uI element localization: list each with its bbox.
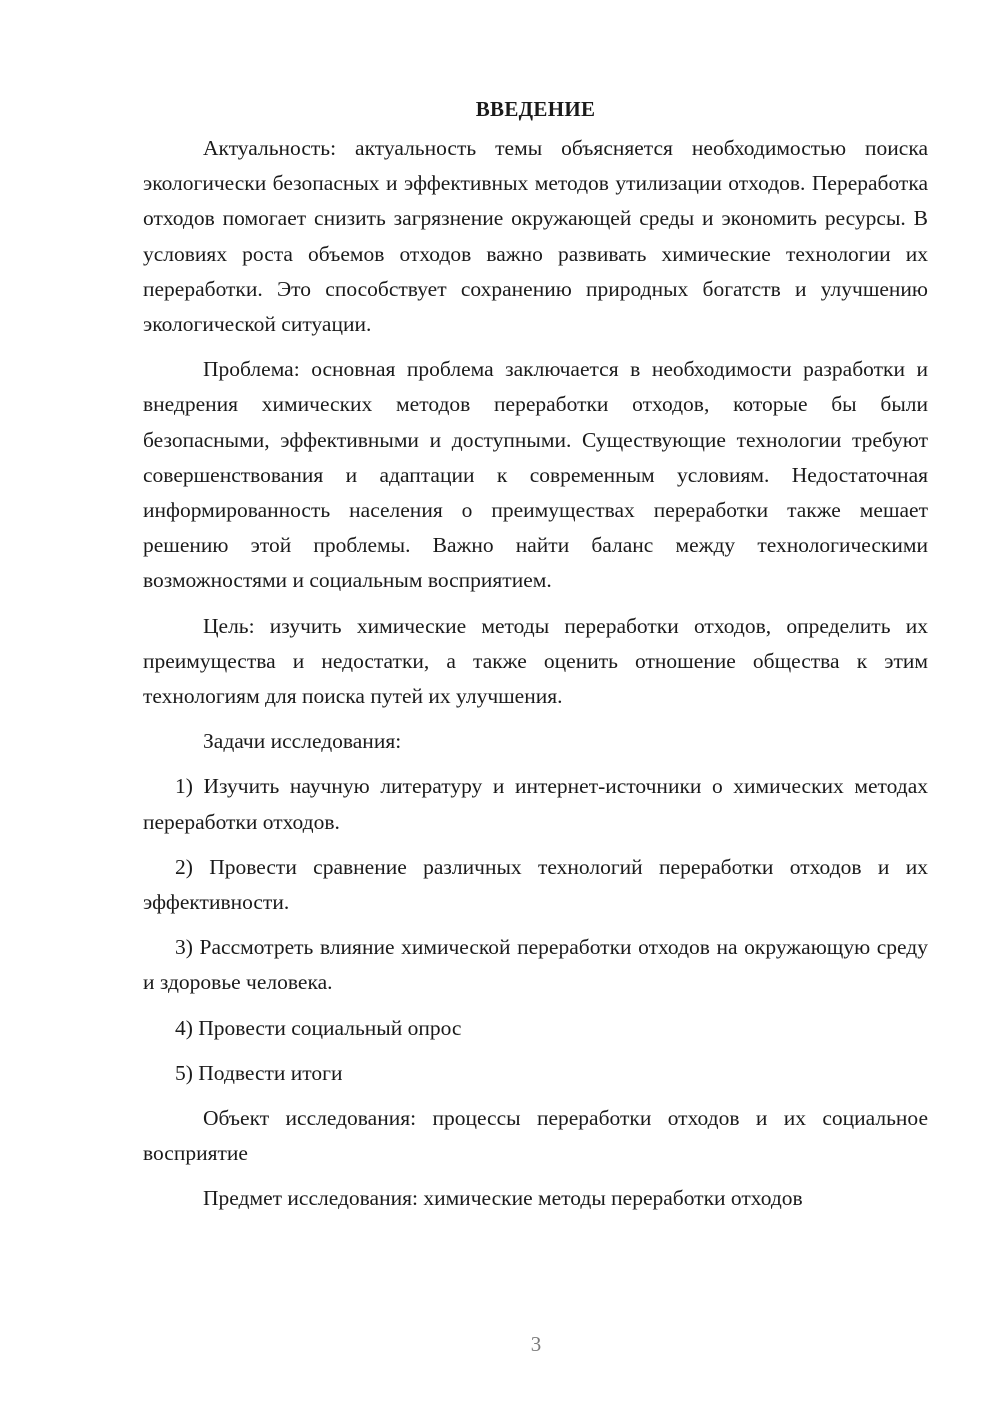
relevance-paragraph: Актуальность: актуальность темы объясняется необходимостью поиска экологически безопасных и эффективных методов утилизации отходов. Переработка отходов помогает снизить загрязнение окружающей среды и экономить ресурсы. В условиях роста объемов отходов важно развивать химические технологии их переработки. Это способствует сохранению природных богатств и улучшению экологической ситуации.	[143, 136, 928, 337]
task-item-5: 5) Подвести итоги	[175, 1060, 343, 1085]
document-page	[143, 92, 928, 1227]
goal-paragraph: Цель: изучить химические методы переработки отходов, определить их преимущества и недостатки, а также оценить отношение общества к этим технологиям для поиска путей их улучшения.	[143, 613, 928, 709]
object-paragraph: Объект исследования: процессы переработки отходов и их социальное восприятие	[143, 1106, 928, 1166]
task-item-4: 4) Провести социальный опрос	[175, 1015, 462, 1040]
section-title: ВВЕДЕНИЕ	[475, 97, 596, 121]
task-item-2: 2) Провести сравнение различных технологий переработки отходов и их эффективности.	[143, 854, 928, 915]
problem-paragraph: Проблема: основная проблема заключается в необходимости разработки и внедрения химических методов переработки отходов, которые бы были безопасными, эффективными и доступными. Существующие технологии требуют совершенствования и адаптации к современным условиям. Недостаточная информированность населения о преимуществах переработки также мешает решению этой проблемы. Важно найти баланс между технологическими возможностями и социальным восприятием.	[143, 357, 928, 593]
tasks-heading: Задачи исследования:	[203, 729, 402, 754]
task-item-3: 3) Рассмотреть влияние химической переработки отходов на окружающую среду и здоровье человека.	[143, 935, 928, 995]
subject-paragraph: Предмет исследования: химические методы переработки отходов	[203, 1186, 803, 1211]
page-number: 3	[530, 1332, 542, 1356]
task-item-1: 1) Изучить научную литературу и интернет-источники о химических методах переработки отходов.	[143, 774, 928, 834]
